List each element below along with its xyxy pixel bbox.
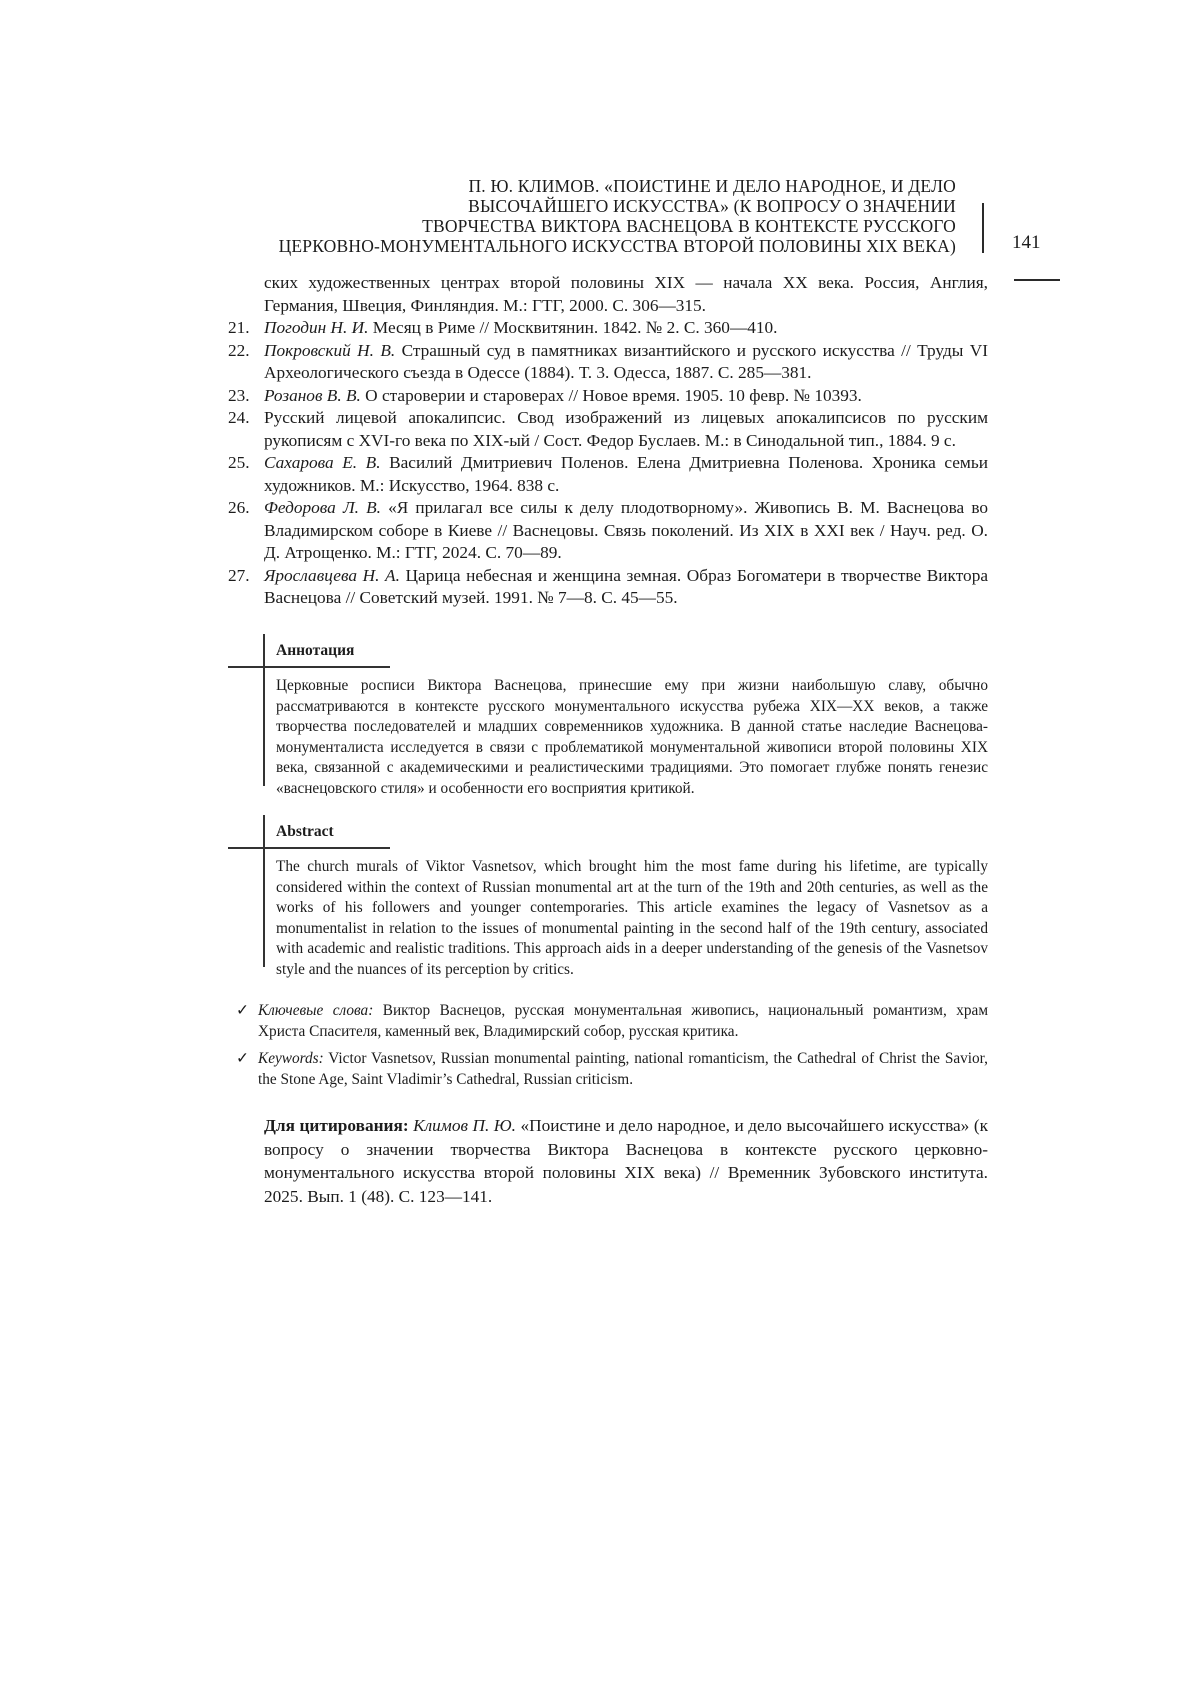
reference-continuation: ских художественных центрах второй половины XIX — начала XX века. Россия, Англия, Германия, Швеция, Финляндия. М.: ГТГ, 2000. С. 306—315.	[264, 273, 988, 315]
reference-number: 26.	[228, 498, 250, 517]
abstract-title: Abstract	[276, 823, 334, 840]
annotation-title: Аннотация	[276, 642, 355, 659]
keywords-en	[236, 1049, 988, 1090]
reference-list	[228, 272, 988, 610]
reference-author: Погодин Н. И.	[264, 318, 369, 337]
reference-number: 27.	[228, 565, 250, 585]
citation	[264, 1114, 988, 1208]
reference-number: 23.	[228, 385, 250, 405]
keywords-en-list: Victor Vasnetsov, Russian monumental painting, national romanticism, the Cathedral of Christ the Savior, the Stone Age, Saint Vladimir’s Cathedral, Russian criticism.	[258, 1050, 988, 1088]
reference-text	[264, 407, 988, 452]
reference-author: Сахарова Е. В.	[264, 453, 381, 472]
reference-body: О староверии и староверах // Новое время. 1905. 10 февр. № 10393.	[360, 385, 862, 405]
running-header	[220, 176, 956, 256]
header-line: ВЫСОЧАЙШЕГО ИСКУССТВА» (К ВОПРОСУ О ЗНАЧЕНИИ	[468, 196, 956, 216]
reference-body: Месяц в Риме // Москвитянин. 1842. № 2. С. 360—410.	[368, 318, 778, 337]
keywords-ru	[236, 1001, 988, 1042]
reference-number: 21.	[228, 318, 250, 337]
reference-body: Царица небесная и женщина земная. Образ Богоматери в творчестве Виктора Васнецова // Советский музей. 1991. № 7—8. С. 45—55.	[264, 565, 988, 607]
reference-body: Василий Дмитриевич Поленов. Елена Дмитриевна Поленова. Хроника семьи художников. М.: Искусство, 1964. 838 с.	[264, 453, 988, 495]
reference-item	[228, 497, 988, 565]
keywords-en-label: Keywords:	[258, 1050, 324, 1067]
reference-text	[264, 452, 988, 497]
reference-item	[228, 317, 988, 340]
page-number: 141	[1012, 232, 1041, 253]
citation-text: «Поистине и дело народное, и дело высочайшего искусства» (к вопросу о значении творчества Виктора Васнецова в контексте русского церковно-монументального искусства второй половины XIX века) // Временник Зубовского института. 2025. Вып. 1 (48). С. 123—141.	[264, 1116, 988, 1206]
keywords-ru-label: Ключевые слова:	[258, 1002, 374, 1019]
reference-number: 24.	[228, 408, 250, 427]
reference-body: «Я прилагал все силы к делу плодотворному». Живопись В. М. Васнецова во Владимирском соборе в Киеве // Васнецовы. Связь поколений. Из XIX в XXI век / Науч. ред. О. Д. Атрощенко. М.: ГТГ, 2024. С. 70—89.	[264, 498, 988, 562]
keywords-ru-list: Виктор Васнецов, русская монументальная живопись, национальный романтизм, храм Христа Спасителя, каменный век, Владимирский собор, русская критика.	[258, 1002, 988, 1040]
header-line: ТВОРЧЕСТВА ВИКТОРА ВАСНЕЦОВА В КОНТЕКСТЕ РУССКОГО	[422, 216, 956, 236]
checkmark-icon: ✓	[236, 1050, 249, 1067]
reference-author: Ярославцева Н. А.	[264, 565, 400, 585]
annotation-vertical-rule	[263, 634, 265, 786]
abstract-body: The church murals of Viktor Vasnetsov, which brought him the most fame during his lifetime, are typically considered within the context of Russian monumental art at the turn of the 19th and 20th centuries, as well as the works of his followers and younger contemporaries. This article examines the legacy of Vasnetsov as a monumentalist in relation to the issues of monumental painting in the second half of the 19th century, associated with academic and realistic traditions. This approach aids in a deeper understanding of the genesis of the Vasnetsov style and the nuances of its perception by critics.	[276, 858, 988, 978]
annotation-body: Церковные росписи Виктора Васнецова, принесшие ему при жизни наибольшую славу, обычно рассматриваются в контексте русского монументального искусства рубежа XIX—XX веков, а также творчества последователей и младших современников художника. В данной статье наследие Васнецова-монументалиста исследуется в связи с проблематикой монументальной живописи второй половины XIX века, связанной с академическими и реалистическими традициями. Это помогает глубже понять генезис «васнецовского стиля» и особенности его восприятия критикой.	[276, 677, 988, 797]
page-number-underline	[1014, 279, 1060, 281]
reference-text	[264, 565, 988, 610]
reference-author: Покровский Н. В.	[264, 340, 396, 360]
reference-text	[264, 385, 988, 408]
keywords-en-text	[236, 1049, 988, 1090]
reference-text	[264, 497, 988, 565]
citation-label: Для цитирования:	[264, 1116, 409, 1135]
reference-author: Федорова Л. В.	[264, 498, 381, 517]
reference-number: 25.	[228, 453, 250, 472]
abstract-vertical-rule	[263, 815, 265, 967]
reference-number: 22.	[228, 340, 250, 360]
header-divider	[982, 203, 984, 253]
reference-item	[228, 340, 988, 385]
reference-item	[228, 452, 988, 497]
header-line: П. Ю. КЛИМОВ. «ПОИСТИНЕ И ДЕЛО НАРОДНОЕ, И ДЕЛО	[468, 176, 956, 196]
keywords-ru-text	[236, 1001, 988, 1042]
header-line: ЦЕРКОВНО-МОНУМЕНТАЛЬНОГО ИСКУССТВА ВТОРОЙ ПОЛОВИНЫ XIX ВЕКА)	[278, 236, 956, 256]
reference-item	[228, 385, 988, 408]
annotation-horizontal-rule	[228, 666, 390, 668]
reference-author: Розанов В. В.	[264, 385, 361, 405]
checkmark-icon: ✓	[236, 1002, 249, 1019]
reference-body: Русский лицевой апокалипсис. Свод изображений из лицевых апокалипсисов по русским рукописям с XVI-го века по XIX-ый / Сост. Федор Буслаев. М.: в Синодальной тип., 1884. 9 с.	[264, 408, 988, 450]
reference-text	[264, 317, 988, 340]
reference-item	[228, 407, 988, 452]
abstract-block	[228, 815, 988, 978]
reference-body: Страшный суд в памятниках византийского и русского искусства // Труды VI Археологического съезда в Одессе (1884). Т. 3. Одесса, 1887. С. 285—381.	[264, 340, 988, 382]
reference-text	[264, 340, 988, 385]
abstract-horizontal-rule	[228, 847, 390, 849]
annotation-block	[228, 634, 988, 797]
citation-author: Климов П. Ю.	[408, 1116, 516, 1135]
reference-item	[228, 565, 988, 610]
